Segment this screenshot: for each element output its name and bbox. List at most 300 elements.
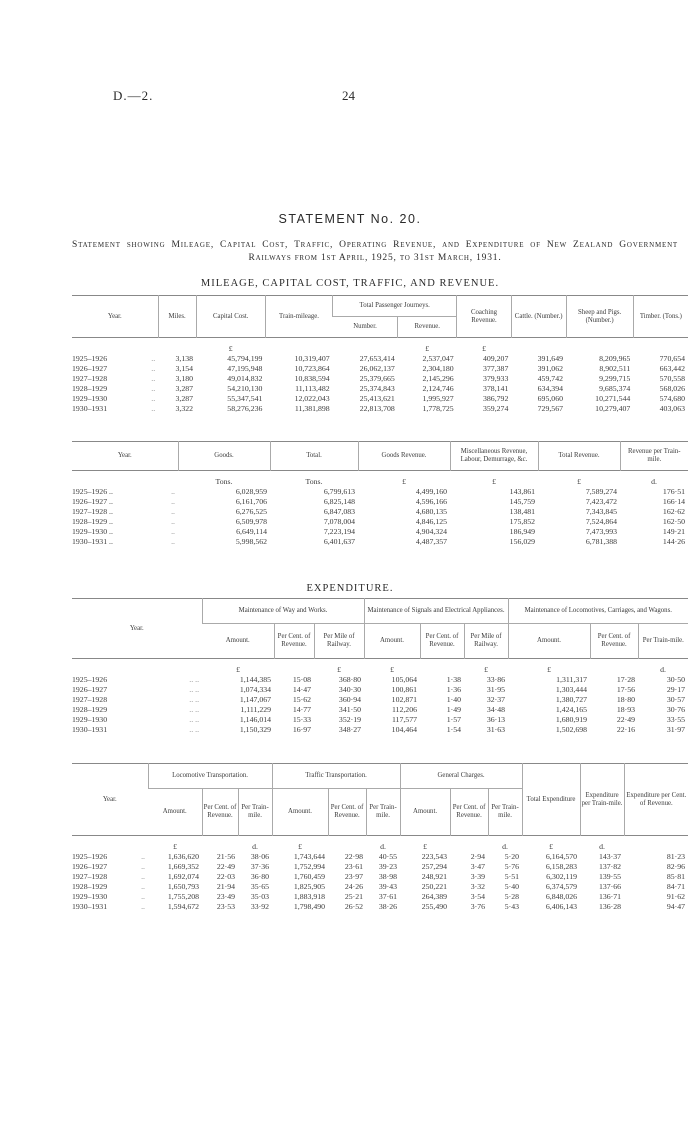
value-cell: 6,781,388 xyxy=(585,537,618,546)
year-cell: 1925–1926 xyxy=(72,354,108,363)
value-cell: 33·55 xyxy=(666,715,686,724)
unit-label: d. xyxy=(660,665,666,674)
leader-dots: .. xyxy=(141,872,146,881)
value-cell: 112,206 xyxy=(391,705,418,714)
value-cell: 143,861 xyxy=(509,487,536,496)
year-cell: 1930–1931 xyxy=(72,725,108,734)
unit-label xyxy=(333,338,398,355)
value-cell: 26,062,137 xyxy=(359,364,395,373)
value-cell: 1·54 xyxy=(446,725,462,734)
value-cell: 26·52 xyxy=(344,902,364,911)
value-cell: 250,221 xyxy=(421,882,448,891)
col-timber: Timber. (Tons.) xyxy=(633,296,688,338)
table-row xyxy=(72,892,688,902)
leader-dots: .. .. xyxy=(189,685,200,694)
value-cell: 105,064 xyxy=(391,675,418,684)
value-cell: 1,669,352 xyxy=(167,862,200,871)
value-cell: 3,287 xyxy=(175,384,194,393)
table-row xyxy=(72,537,688,549)
value-cell: 136·28 xyxy=(598,902,622,911)
value-cell: 1,760,459 xyxy=(293,872,326,881)
value-cell: 25,413,621 xyxy=(359,394,395,403)
year-cell: 1928–1929 xyxy=(72,882,108,891)
value-cell: 15·62 xyxy=(292,695,312,704)
value-cell: 1,692,074 xyxy=(167,872,200,881)
year-cell: 1925–1926 xyxy=(72,852,108,861)
year-cell: 1929–1930 xyxy=(72,394,108,403)
value-cell: 6,158,283 xyxy=(545,862,578,871)
col-passenger-revenue: Revenue. xyxy=(398,317,457,338)
year-cell: 1926–1927 xyxy=(72,364,108,373)
col-way-amount: Amount. xyxy=(202,624,274,659)
col-loco-transport: Locomotive Transportation. xyxy=(148,764,272,789)
year-cell: 1927–1928 xyxy=(72,374,108,383)
table-row xyxy=(72,384,688,394)
value-cell: 14·77 xyxy=(292,705,312,714)
col-maint-way: Maintenance of Way and Works. xyxy=(202,599,364,624)
value-cell: 10,279,407 xyxy=(595,404,631,413)
leader-dots: .. .. xyxy=(189,715,200,724)
unit-label xyxy=(265,338,332,355)
table-row xyxy=(72,882,688,892)
col-revenue-per-train-mile: Revenue per Train-mile. xyxy=(620,442,688,471)
value-cell: 1·36 xyxy=(446,685,462,694)
unit-label xyxy=(450,836,488,853)
leader-dots: .. xyxy=(151,354,156,363)
value-cell: 6,649,114 xyxy=(236,527,268,536)
value-cell: 1,144,385 xyxy=(239,675,272,684)
value-cell: 386,792 xyxy=(483,394,509,403)
value-cell: 3,154 xyxy=(175,364,194,373)
year-cell: 1929–1930 .. xyxy=(72,527,113,536)
leader-dots: .. xyxy=(151,364,156,373)
leader-dots: .. xyxy=(141,882,146,891)
value-cell: 25,374,843 xyxy=(359,384,395,393)
value-cell: 18·93 xyxy=(616,705,636,714)
value-cell: 695,060 xyxy=(537,394,563,403)
value-cell: 25,379,665 xyxy=(359,374,395,383)
col-general-charges: General Charges. xyxy=(400,764,522,789)
value-cell: 5·43 xyxy=(504,902,520,911)
value-cell: 49,014,832 xyxy=(227,374,263,383)
value-cell: 1,147,067 xyxy=(239,695,272,704)
value-cell: 391,649 xyxy=(537,354,563,363)
value-cell: 1,883,918 xyxy=(293,892,326,901)
value-cell: 15·33 xyxy=(292,715,312,724)
value-cell: 1,995,927 xyxy=(422,394,454,403)
value-cell: 47,195,948 xyxy=(227,364,263,373)
unit-label: £ xyxy=(492,477,496,486)
value-cell: 6,799,613 xyxy=(323,487,356,496)
value-cell: 45,794,199 xyxy=(227,354,263,363)
value-cell: 30·57 xyxy=(666,695,686,704)
value-cell: 16·97 xyxy=(292,725,312,734)
value-cell: 1,146,014 xyxy=(239,715,272,724)
value-cell: 54,210,130 xyxy=(227,384,263,393)
leader-dots: .. xyxy=(171,517,176,526)
table-row xyxy=(72,497,688,507)
col-cattle: Cattle. (Number.) xyxy=(511,296,566,338)
value-cell: 23·53 xyxy=(216,902,236,911)
value-cell: 1,594,672 xyxy=(167,902,200,911)
value-cell: 24·26 xyxy=(344,882,364,891)
value-cell: 22·16 xyxy=(616,725,636,734)
unit-label: £ xyxy=(173,842,177,851)
value-cell: 7,423,472 xyxy=(585,497,618,506)
value-cell: 1,798,490 xyxy=(293,902,326,911)
value-cell: 21·56 xyxy=(216,852,236,861)
value-cell: 6,825,148 xyxy=(323,497,356,506)
value-cell: 31·97 xyxy=(666,725,686,734)
col-tt-per-train: Per Train-mile. xyxy=(366,789,400,836)
value-cell: 175,852 xyxy=(509,517,536,526)
value-cell: 3,322 xyxy=(175,404,194,413)
value-cell: 34·48 xyxy=(486,705,506,714)
goods-revenue-table xyxy=(72,441,688,549)
value-cell: 10,838,594 xyxy=(294,374,330,383)
table4-body xyxy=(72,836,688,915)
unit-label: Tons. xyxy=(305,477,323,486)
value-cell: 85·81 xyxy=(666,872,686,881)
value-cell: 4,487,357 xyxy=(415,537,448,546)
col-tt-per-cent: Per Cent. of Revenue. xyxy=(328,789,366,836)
table3-body xyxy=(72,659,688,738)
year-cell: 1930–1931 xyxy=(72,404,108,413)
value-cell: 1,424,165 xyxy=(555,705,588,714)
value-cell: 137·82 xyxy=(598,862,622,871)
unit-label xyxy=(590,659,638,676)
value-cell: 2,124,746 xyxy=(422,384,454,393)
value-cell: 3,287 xyxy=(175,394,194,403)
leader-dots: .. xyxy=(141,892,146,901)
value-cell: 35·03 xyxy=(250,892,270,901)
year-cell: 1926–1927 xyxy=(72,862,108,871)
value-cell: 12,022,043 xyxy=(294,394,330,403)
col-traffic-transport: Traffic Transportation. xyxy=(272,764,400,789)
value-cell: 248,921 xyxy=(421,872,448,881)
leader-dots: .. .. xyxy=(189,705,200,714)
leader-dots: .. xyxy=(141,862,146,871)
col-gc-per-cent: Per Cent. of Revenue. xyxy=(450,789,488,836)
value-cell: 37·61 xyxy=(378,892,398,901)
value-cell: 3·47 xyxy=(470,862,486,871)
value-cell: 186,949 xyxy=(509,527,536,536)
value-cell: 6,161,706 xyxy=(235,497,268,506)
unit-row xyxy=(72,836,688,853)
value-cell: 17·28 xyxy=(616,675,636,684)
value-cell: 4,596,166 xyxy=(415,497,448,506)
unit-row xyxy=(72,659,688,676)
unit-label: £ xyxy=(577,477,581,486)
leader-dots: .. .. xyxy=(189,675,200,684)
year-cell: 1930–1931 .. xyxy=(72,537,113,546)
value-cell: 663,442 xyxy=(659,364,685,373)
value-cell: 5·40 xyxy=(504,882,520,891)
unit-label: £ xyxy=(402,477,406,486)
value-cell: 36·80 xyxy=(250,872,270,881)
unit-label xyxy=(633,338,688,355)
value-cell: 360·94 xyxy=(338,695,362,704)
value-cell: 5·76 xyxy=(504,862,520,871)
value-cell: 36·13 xyxy=(486,715,506,724)
value-cell: 6,401,637 xyxy=(323,537,356,546)
value-cell: 145,759 xyxy=(509,497,536,506)
col-signals-per-mile: Per Mile of Railway. xyxy=(464,624,508,659)
unit-label: d. xyxy=(380,842,386,851)
unit-row xyxy=(72,338,688,355)
year-cell: 1927–1928 .. xyxy=(72,507,113,516)
value-cell: 22·03 xyxy=(216,872,236,881)
leader-dots: .. xyxy=(171,537,176,546)
unit-label: £ xyxy=(484,665,488,674)
value-cell: 136·71 xyxy=(598,892,622,901)
mileage-revenue-table xyxy=(72,295,688,416)
value-cell: 33·92 xyxy=(250,902,270,911)
value-cell: 31·95 xyxy=(486,685,506,694)
year-cell: 1927–1928 xyxy=(72,695,108,704)
value-cell: 162·62 xyxy=(662,507,686,516)
col-way-per-cent: Per Cent. of Revenue. xyxy=(274,624,314,659)
unit-label xyxy=(274,659,314,676)
value-cell: 1,752,994 xyxy=(293,862,326,871)
value-cell: 378,141 xyxy=(483,384,509,393)
unit-label xyxy=(202,836,238,853)
value-cell: 4,904,324 xyxy=(415,527,448,536)
value-cell: 7,589,274 xyxy=(585,487,618,496)
value-cell: 1,636,620 xyxy=(167,852,200,861)
table-row xyxy=(72,374,688,384)
value-cell: 570,558 xyxy=(659,374,685,383)
table-row xyxy=(72,394,688,404)
leader-dots: .. xyxy=(171,527,176,536)
col-exp-per-train-mile: Expenditure per Train-mile. xyxy=(580,764,624,836)
unit-label xyxy=(511,338,566,355)
unit-label: d. xyxy=(599,842,605,851)
year-cell: 1925–1926 xyxy=(72,675,108,684)
value-cell: 38·26 xyxy=(378,902,398,911)
value-cell: 21·94 xyxy=(216,882,236,891)
table-row xyxy=(72,715,688,725)
value-cell: 2·94 xyxy=(470,852,486,861)
value-cell: 352·19 xyxy=(338,715,362,724)
col-year: Year. xyxy=(102,795,117,803)
section-title-expenditure: EXPENDITURE. xyxy=(306,583,394,594)
value-cell: 37·36 xyxy=(250,862,270,871)
unit-label xyxy=(328,836,366,853)
value-cell: 17·56 xyxy=(616,685,636,694)
value-cell: 104,464 xyxy=(391,725,418,734)
unit-label xyxy=(158,338,196,355)
table-row xyxy=(72,354,688,364)
page-number: 24 xyxy=(342,88,355,103)
value-cell: 5·28 xyxy=(504,892,520,901)
table-row xyxy=(72,902,688,914)
value-cell: 6,848,026 xyxy=(545,892,578,901)
value-cell: 166·14 xyxy=(662,497,686,506)
value-cell: 14·47 xyxy=(292,685,312,694)
unit-row xyxy=(72,471,688,488)
table-row xyxy=(72,725,688,737)
year-cell: 1926–1927 xyxy=(72,685,108,694)
value-cell: 6,028,959 xyxy=(235,487,268,496)
value-cell: 100,861 xyxy=(391,685,418,694)
value-cell: 23·61 xyxy=(344,862,364,871)
value-cell: 10,723,864 xyxy=(294,364,330,373)
value-cell: 2,304,180 xyxy=(422,364,454,373)
section-title-revenue: MILEAGE, CAPITAL COST, TRAFFIC, AND REVENUE. xyxy=(200,278,500,289)
col-tt-amount: Amount. xyxy=(272,789,328,836)
value-cell: 770,654 xyxy=(659,354,685,363)
unit-label: d. xyxy=(651,477,657,486)
page-reference: D.—2. xyxy=(113,88,154,103)
value-cell: 94·47 xyxy=(666,902,686,911)
value-cell: 7,473,993 xyxy=(585,527,618,536)
leader-dots: .. .. xyxy=(189,725,200,734)
leader-dots: .. xyxy=(171,507,176,516)
col-total-revenue: Total Revenue. xyxy=(538,442,620,471)
year-cell: 1927–1928 xyxy=(72,872,108,881)
value-cell: 138,481 xyxy=(509,507,536,516)
value-cell: 3,138 xyxy=(175,354,194,363)
value-cell: 40·55 xyxy=(378,852,398,861)
value-cell: 84·71 xyxy=(666,882,686,891)
value-cell: 6,302,119 xyxy=(546,872,578,881)
value-cell: 8,209,965 xyxy=(599,354,631,363)
year-cell: 1925–1926 .. xyxy=(72,487,113,496)
value-cell: 9,299,715 xyxy=(599,374,631,383)
col-goods: Goods. xyxy=(178,442,270,471)
year-cell: 1926–1927 .. xyxy=(72,497,113,506)
value-cell: 377,387 xyxy=(483,364,509,373)
value-cell: 58,276,236 xyxy=(227,404,263,413)
unit-label: £ xyxy=(390,665,394,674)
value-cell: 137·66 xyxy=(598,882,622,891)
table-row xyxy=(72,852,688,862)
value-cell: 5,998,562 xyxy=(235,537,268,546)
value-cell: 32·37 xyxy=(486,695,506,704)
value-cell: 27,653,414 xyxy=(359,354,395,363)
value-cell: 38·06 xyxy=(250,852,270,861)
value-cell: 31·63 xyxy=(486,725,506,734)
table-row xyxy=(72,705,688,715)
leader-dots: .. xyxy=(141,902,146,911)
value-cell: 25·21 xyxy=(344,892,364,901)
table-row xyxy=(72,527,688,537)
value-cell: 23·97 xyxy=(344,872,364,881)
statement-title: STATEMENT No. 20. xyxy=(278,212,422,226)
value-cell: 459,742 xyxy=(537,374,563,383)
value-cell: 4,680,135 xyxy=(415,507,448,516)
value-cell: 117,577 xyxy=(391,715,418,724)
value-cell: 3·76 xyxy=(470,902,486,911)
year-cell: 1928–1929 xyxy=(72,384,108,393)
col-maint-loco: Maintenance of Locomotives, Carriages, and Wagons. xyxy=(508,599,688,624)
value-cell: 6,509,978 xyxy=(235,517,268,526)
value-cell: 8,902,511 xyxy=(599,364,631,373)
value-cell: 22·49 xyxy=(616,715,636,724)
value-cell: 39·43 xyxy=(378,882,398,891)
value-cell: 11,381,898 xyxy=(294,404,330,413)
leader-dots: .. .. xyxy=(189,695,200,704)
year-cell: 1929–1930 xyxy=(72,892,108,901)
value-cell: 2,537,047 xyxy=(422,354,454,363)
value-cell: 7,078,004 xyxy=(323,517,356,526)
value-cell: 18·80 xyxy=(616,695,636,704)
col-total-expenditure: Total Expenditure xyxy=(522,764,580,836)
col-coaching-revenue: Coaching Revenue. xyxy=(457,296,512,338)
unit-label xyxy=(420,659,464,676)
value-cell: 1,502,698 xyxy=(555,725,588,734)
col-exp-per-cent-revenue: Expenditure per Cent. of Revenue. xyxy=(624,764,688,836)
col-capital-cost: Capital Cost. xyxy=(196,296,265,338)
value-cell: 1,380,727 xyxy=(555,695,588,704)
value-cell: 348·27 xyxy=(338,725,362,734)
value-cell: 176·51 xyxy=(662,487,686,496)
value-cell: 7,524,864 xyxy=(585,517,618,526)
year-cell: 1928–1929 .. xyxy=(72,517,113,526)
value-cell: 1·40 xyxy=(446,695,462,704)
col-miles: Miles. xyxy=(158,296,196,338)
value-cell: 391,062 xyxy=(537,364,563,373)
value-cell: 9,685,374 xyxy=(599,384,631,393)
value-cell: 1,650,793 xyxy=(167,882,200,891)
value-cell: 29·17 xyxy=(666,685,686,694)
leader-dots: .. xyxy=(171,497,176,506)
value-cell: 10,319,407 xyxy=(294,354,330,363)
value-cell: 1,825,905 xyxy=(293,882,326,891)
value-cell: 2,145,296 xyxy=(422,374,454,383)
table-row xyxy=(72,517,688,527)
col-gc-amount: Amount. xyxy=(400,789,450,836)
table-row xyxy=(72,487,688,497)
value-cell: 264,389 xyxy=(421,892,448,901)
col-sheep-pigs: Sheep and Pigs. (Number.) xyxy=(566,296,633,338)
value-cell: 30·50 xyxy=(666,675,686,684)
value-cell: 23·49 xyxy=(216,892,236,901)
table-row xyxy=(72,364,688,374)
value-cell: 4,846,125 xyxy=(415,517,448,526)
value-cell: 6,276,525 xyxy=(235,507,268,516)
unit-label xyxy=(148,338,159,355)
value-cell: 3·32 xyxy=(470,882,486,891)
col-passenger-journeys: Total Passenger Journeys. xyxy=(333,296,457,317)
value-cell: 22·98 xyxy=(344,852,364,861)
value-cell: 403,063 xyxy=(659,404,685,413)
unit-label: £ xyxy=(228,344,233,353)
unit-label xyxy=(566,338,633,355)
value-cell: 22·49 xyxy=(216,862,236,871)
value-cell: 568,026 xyxy=(659,384,685,393)
unit-label: £ xyxy=(547,665,551,674)
unit-label: d. xyxy=(252,842,258,851)
value-cell: 1,311,317 xyxy=(556,675,588,684)
leader-dots: .. xyxy=(151,404,156,413)
value-cell: 139·55 xyxy=(598,872,622,881)
value-cell: 162·50 xyxy=(662,517,686,526)
value-cell: 634,394 xyxy=(537,384,563,393)
value-cell: 6,847,083 xyxy=(323,507,356,516)
value-cell: 6,406,143 xyxy=(545,902,578,911)
col-lt-amount: Amount. xyxy=(148,789,202,836)
unit-label: d. xyxy=(502,842,508,851)
col-year: Year. xyxy=(107,312,122,320)
unit-label xyxy=(624,836,688,853)
col-signals-amount: Amount. xyxy=(364,624,420,659)
col-misc-revenue: Miscellaneous Revenue, Labour, Demurrage, &c. xyxy=(450,442,538,471)
unit-label: £ xyxy=(482,344,486,353)
value-cell: 3,180 xyxy=(175,374,194,383)
year-cell: 1929–1930 xyxy=(72,715,108,724)
